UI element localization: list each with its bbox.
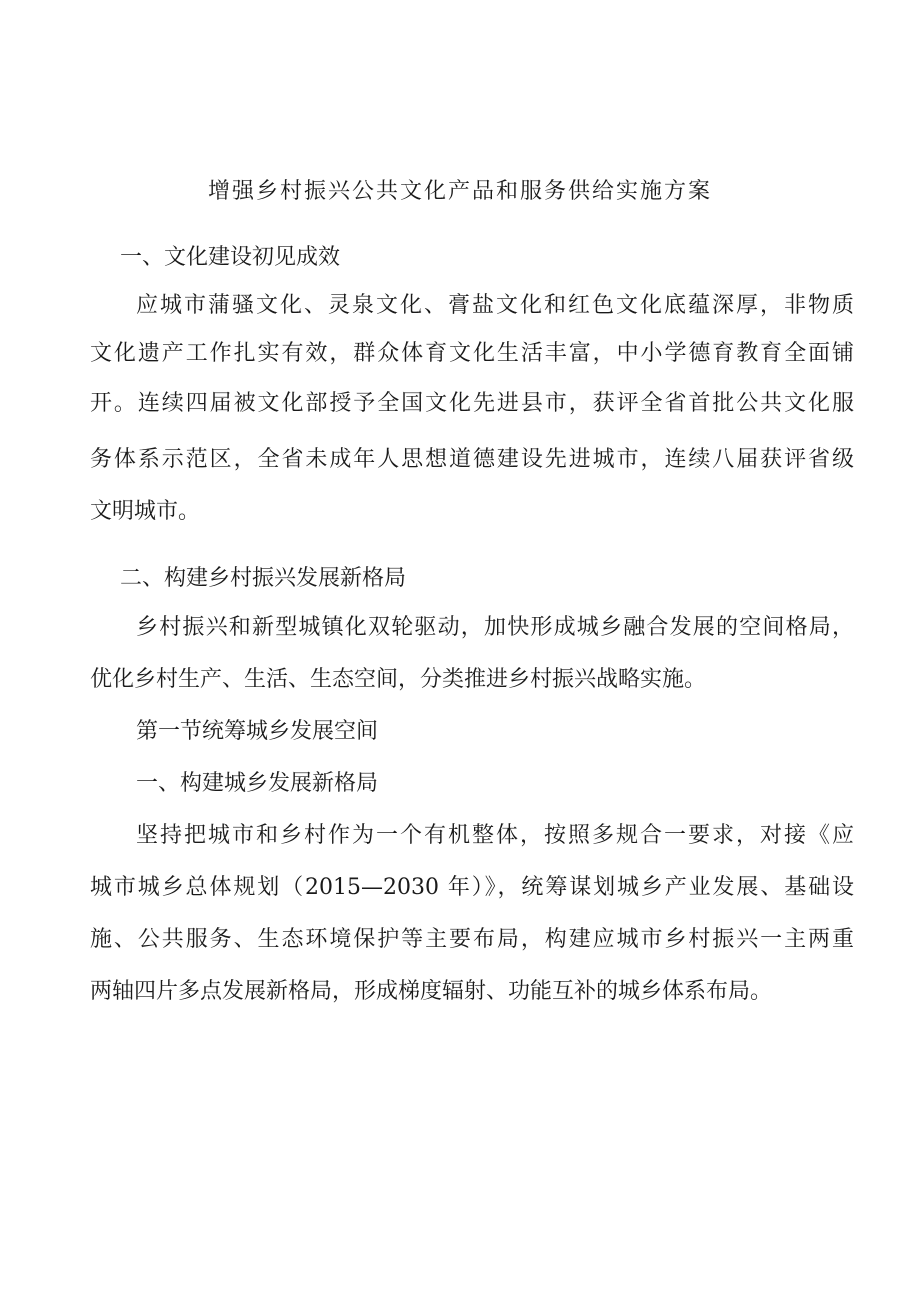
paragraph-line: 开。连续四届被文化部授予全国文化先进县市，获评全省首批公共文化服 — [90, 391, 854, 416]
paragraph-line: 文化遗产工作扎实有效，群众体育文化生活丰富，中小学德育教育全面铺 — [90, 341, 854, 366]
subsection-title: 第一节统筹城乡发展空间 — [136, 719, 379, 744]
paragraph-line: 两轴四片多点发展新格局，形成梯度辐射、功能互补的城乡体系布局。 — [90, 979, 773, 1004]
paragraph-line: 乡村振兴和新型城镇化双轮驱动，加快形成城乡融合发展的空间格局， — [136, 615, 854, 640]
paragraph-line: 应城市蒲骚文化、灵泉文化、膏盐文化和红色文化底蕴深厚，非物质 — [136, 293, 854, 318]
document-title: 增强乡村振兴公共文化产品和服务供给实施方案 — [207, 179, 712, 204]
paragraph-line: 城市城乡总体规划（2015—2030 年）》，统筹谋划城乡产业发展、基础设 — [90, 875, 854, 900]
paragraph-line: 优化乡村生产、生活、生态空间，分类推进乡村振兴战略实施。 — [90, 667, 707, 692]
subheading: 一、构建城乡发展新格局 — [136, 771, 379, 796]
paragraph-line: 文明城市。 — [90, 499, 201, 524]
section-heading-2: 二、构建乡村振兴发展新格局 — [120, 566, 407, 591]
paragraph-line: 坚持把城市和乡村作为一个有机整体，按照多规合一要求，对接《应 — [136, 823, 854, 848]
paragraph-line: 施、公共服务、生态环境保护等主要布局，构建应城市乡村振兴一主两重 — [90, 927, 854, 952]
paragraph-line: 务体系示范区，全省未成年人思想道德建设先进城市，连续八届获评省级 — [90, 447, 854, 472]
section-heading-1: 一、文化建设初见成效 — [120, 245, 341, 270]
